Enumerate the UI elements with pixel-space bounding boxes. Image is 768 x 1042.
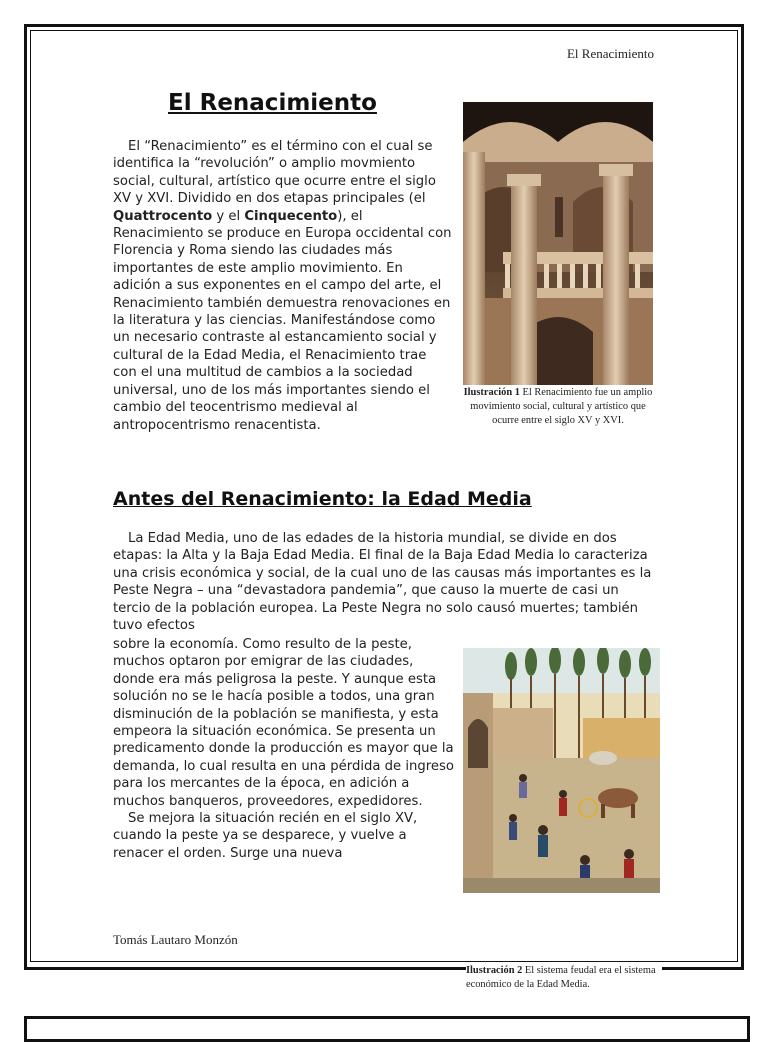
intro-paragraph: El “Renacimiento” es el término con el cual se identifica la “revolución” o amplio movmiento social, cultural, artístico que ocurre entre el siglo XV y XVI. Dividido en dos etapas principales (el Quattrocento y el Cinquecento), el Renacimiento se produce en Europa occidental con Florencia y Roma siendo las ciudades más importantes de este amplio movimiento. En adición a sus exponentes en el campo del arte, el Renacimiento también demuestra renovaciones en la literatura y las ciencias. Manifestándose como un necesario contraste al estancamiento social y cultural de la Edad Media, el Renacimiento trae con el una multitud de cambios a la sociedad universal, uno de los más importantes siendo el cambio del teocentrismo medieval al antropocentrismo renacentista. [113,139,452,433]
medieval-feudal-scene-image [463,648,660,893]
running-header: El Renacimiento [566,46,654,61]
renaissance-courtyard-image [463,102,653,385]
next-page-edge [24,1016,750,1042]
figure-1-caption: Ilustración 1 El Renacimiento fue un amplio movimiento social, cultural y artístico que ocurre entre el siglo XV y XVI. [463,387,653,426]
author-footer: Tomás Lautaro Monzón [113,932,238,947]
edad-media-paragraph-continued: sobre la economía. Como resulto de la peste, muchos optaron por emigrar de las ciudades, donde era más peligrosa la peste. Y aunque esta solución no se le hacía posible a todos, una gran disminución de la población se manifiesta, y esta empeora la situación económica. Se presenta un predicamento donde la producción es mayor que la demanda, lo cual resulta en una pérdida de ingreso para los mercantes de la época, en adición a muchos banqueros, proveedores, expedidores. Se mejora la situación recién en el siglo XV, cuando la peste ya se desparece, y vuelve a renacer el orden. Surge una nueva [113,637,454,861]
edad-media-paragraph: La Edad Media, uno de las edades de la historia mundial, se divide en dos etapas: la Alta y la Baja Edad Media. El final de la Baja Edad Media lo caracteriza una crisis económica y social, de la cual uno de las causas más importantes es la Peste Negra – una “devastadora pandemia”, que causo la muerte de casi un tercio de la población europea. La Peste Negra no solo causó muertes; también tuvo efectos [113,531,652,634]
figure-2-caption: Ilustración 2 El sistema feudal era el sistema económico de la Edad Media. [466,964,662,992]
document-title: El Renacimiento [168,90,377,116]
section-heading: Antes del Renacimiento: la Edad Media [113,488,532,510]
